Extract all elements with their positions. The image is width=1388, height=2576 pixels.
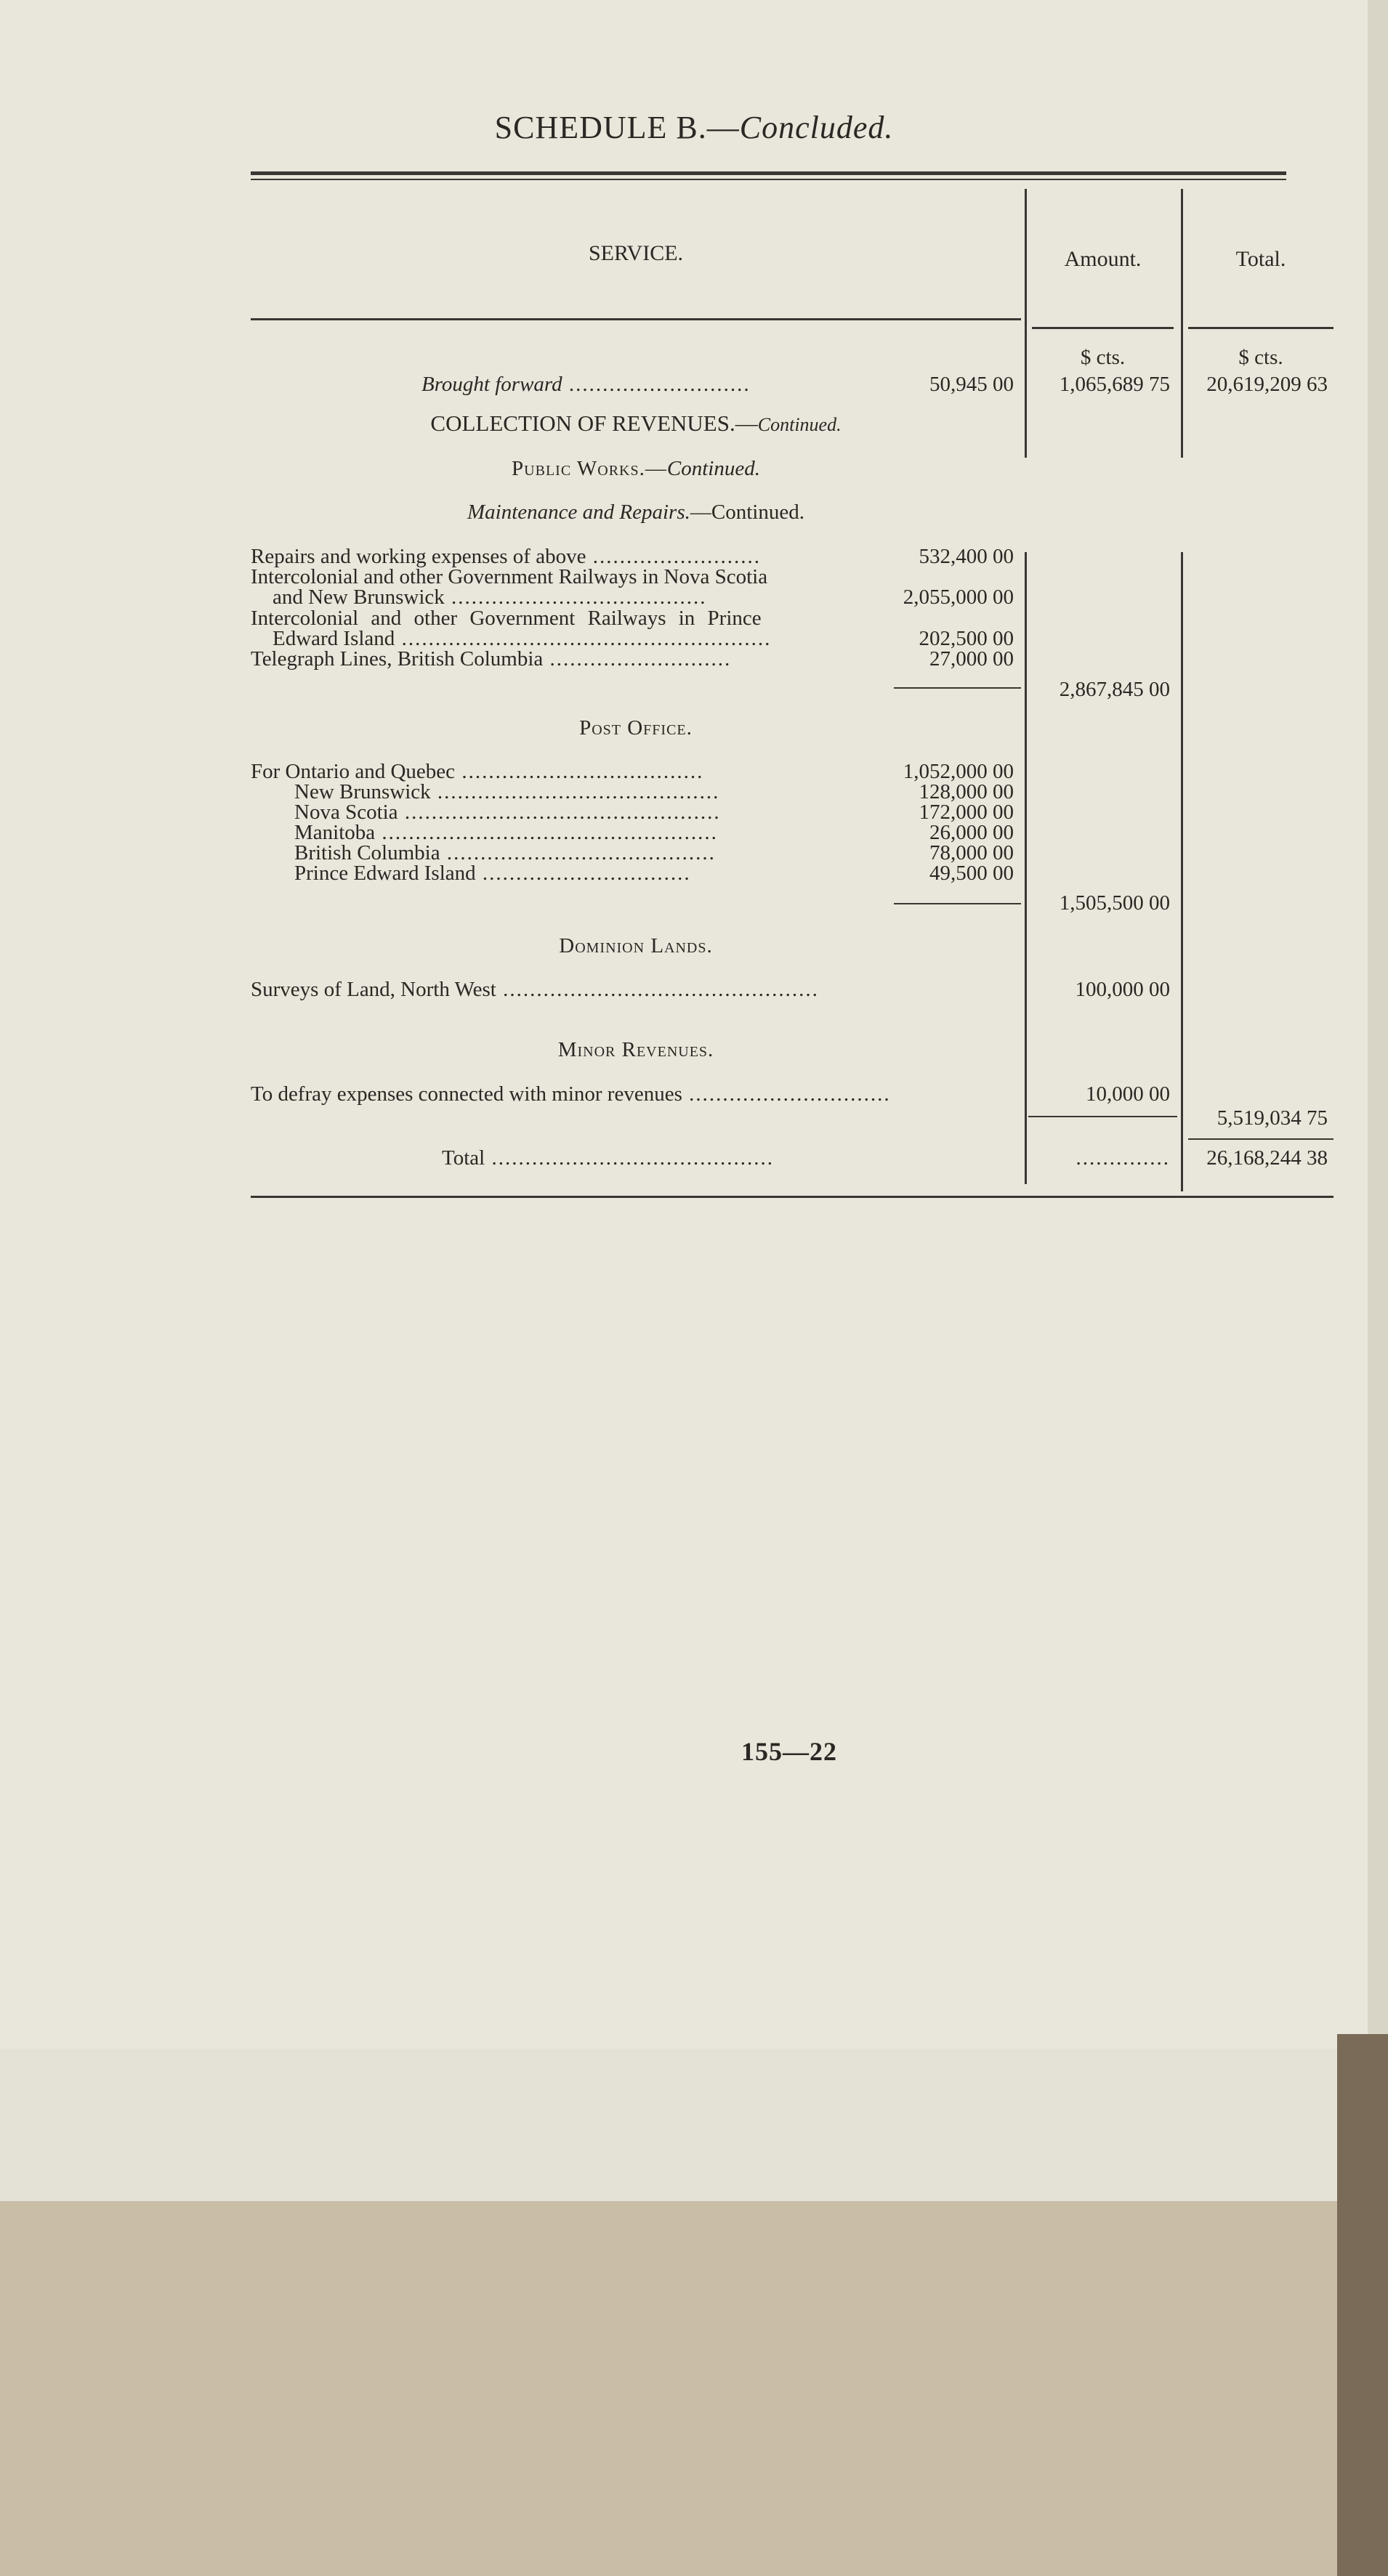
item-label: Surveys of Land, North West [251,978,496,1001]
top-double-rule-1 [251,171,1286,175]
schedule-title-italic: Concluded. [739,110,894,145]
amount-currency-label: $ cts. [1080,346,1126,369]
brought-forward-row [421,372,751,397]
maintenance-subheading-rest: —Continued. [690,501,804,524]
leader-dots: .................................... [455,760,704,783]
dominion-lands-amount: 100,000 00 [1075,978,1170,1001]
top-double-rule-2 [251,179,1286,180]
public-works-item-3-value: 202,500 00 [919,627,1014,650]
public-works-item-2-value: 2,055,000 00 [903,586,1014,609]
collection-of-revenues-total: 5,519,034 75 [1216,1106,1328,1130]
section-heading-main: COLLECTION OF REVENUES.— [430,410,758,436]
brought-forward-label: Brought forward [421,373,562,396]
post-office-subtotal-rule [894,903,1021,904]
leader-dots: ........................................ [440,841,716,864]
maintenance-subheading-italic: Maintenance and Repairs. [467,501,690,524]
leader-dots: ........................... [543,647,732,671]
post-office-item-3-value: 172,000 00 [919,801,1014,824]
post-office-item-6 [294,861,691,886]
public-works-item-3-line1: Intercolonial and other Government Railways in Prince [251,607,762,630]
grand-total-rule [1188,1138,1333,1140]
item-label: Edward Island [273,627,395,650]
item-label: Telegraph Lines, British Columbia [251,647,544,671]
section-heading-italic: Continued. [757,414,842,435]
public-works-item-2-line1: Intercolonial and other Government Railways in Nova Scotia [251,565,768,588]
bottom-rule [251,1196,1333,1198]
schedule-title-main: SCHEDULE B.— [494,110,740,145]
leader-dots: .................................................. [375,821,718,844]
total-header-rule [1188,327,1333,329]
section-heading [251,411,1021,437]
maintenance-subheading [251,500,1021,524]
total-column-header: Total. [1235,247,1286,271]
column-divider-left-lower [1025,552,1027,1184]
grand-total-row [442,1146,774,1170]
grand-total-leader: .............. [1076,1146,1170,1170]
service-column-header: SERVICE. [588,241,684,265]
total-currency-label: $ cts. [1238,346,1283,369]
item-label: Manitoba [294,821,376,844]
public-works-item-4 [251,647,731,671]
grand-total-label: Total [442,1146,485,1170]
column-divider-right-upper [1181,189,1183,458]
leader-dots: ....................................................... [395,627,772,650]
post-office-item-2-value: 128,000 00 [919,780,1014,803]
column-divider-right-lower [1181,552,1183,1191]
grand-total-value: 26,168,244 38 [1206,1146,1328,1170]
amount-header-rule [1032,327,1174,329]
leader-dots: ...................................... [444,586,707,609]
schedule-title [0,109,1388,146]
leader-dots: ............................................... [398,801,721,824]
torn-page-edge [1337,2034,1388,2576]
item-label: British Columbia [294,841,440,864]
leader-dots: ......................... [586,545,761,568]
public-works-heading-italic: Continued. [666,457,760,480]
post-office-item-6-value: 49,500 00 [929,862,1014,885]
item-label: To defray expenses connected with minor revenues [251,1082,682,1106]
page-bottom-margin [0,2049,1388,2201]
brought-forward-value: 50,945 00 [929,373,1014,396]
minor-revenues-amount: 10,000 00 [1086,1082,1170,1106]
leader-dots: ........................... [562,373,751,396]
column-divider-left-upper [1025,189,1027,458]
public-works-heading [251,456,1021,481]
minor-revenues-rule [1028,1116,1177,1117]
post-office-item-4-value: 26,000 00 [929,821,1014,844]
leader-dots: .......................................... [430,780,720,803]
item-label: Prince Edward Island [294,862,476,885]
public-works-heading-text: Public Works.— [512,457,667,480]
leader-dots: ............................................... [496,978,819,1001]
item-label: For Ontario and Quebec [251,760,456,783]
amount-column-header: Amount. [1064,247,1142,271]
public-works-item-1-value: 532,400 00 [919,545,1014,568]
item-label: Nova Scotia [294,801,398,824]
public-works-subtotal-rule [894,687,1021,689]
page-number: 155—22 [741,1737,837,1766]
brought-forward-total: 20,619,209 63 [1206,373,1328,396]
service-header-rule [251,318,1021,320]
leader-dots: .......................................... [485,1146,774,1170]
public-works-subtotal: 2,867,845 00 [1059,678,1170,701]
post-office-item-1-value: 1,052,000 00 [903,760,1014,783]
post-office-subtotal: 1,505,500 00 [1059,891,1170,915]
dominion-lands-row [251,977,819,1002]
item-label: and New Brunswick [273,586,445,609]
public-works-item-4-value: 27,000 00 [929,647,1014,671]
item-label: New Brunswick [294,780,431,803]
underlying-page [0,2201,1366,2576]
leader-dots: .............................. [682,1082,891,1106]
minor-revenues-heading: Minor Revenues. [557,1038,714,1061]
dominion-lands-heading: Dominion Lands. [559,934,713,957]
brought-forward-amount: 1,065,689 75 [1059,373,1170,396]
post-office-item-5-value: 78,000 00 [929,841,1014,864]
minor-revenues-row [251,1082,891,1106]
post-office-heading: Post Office. [579,716,693,740]
leader-dots: ............................... [475,862,691,885]
item-label: Repairs and working expenses of above [251,545,586,568]
